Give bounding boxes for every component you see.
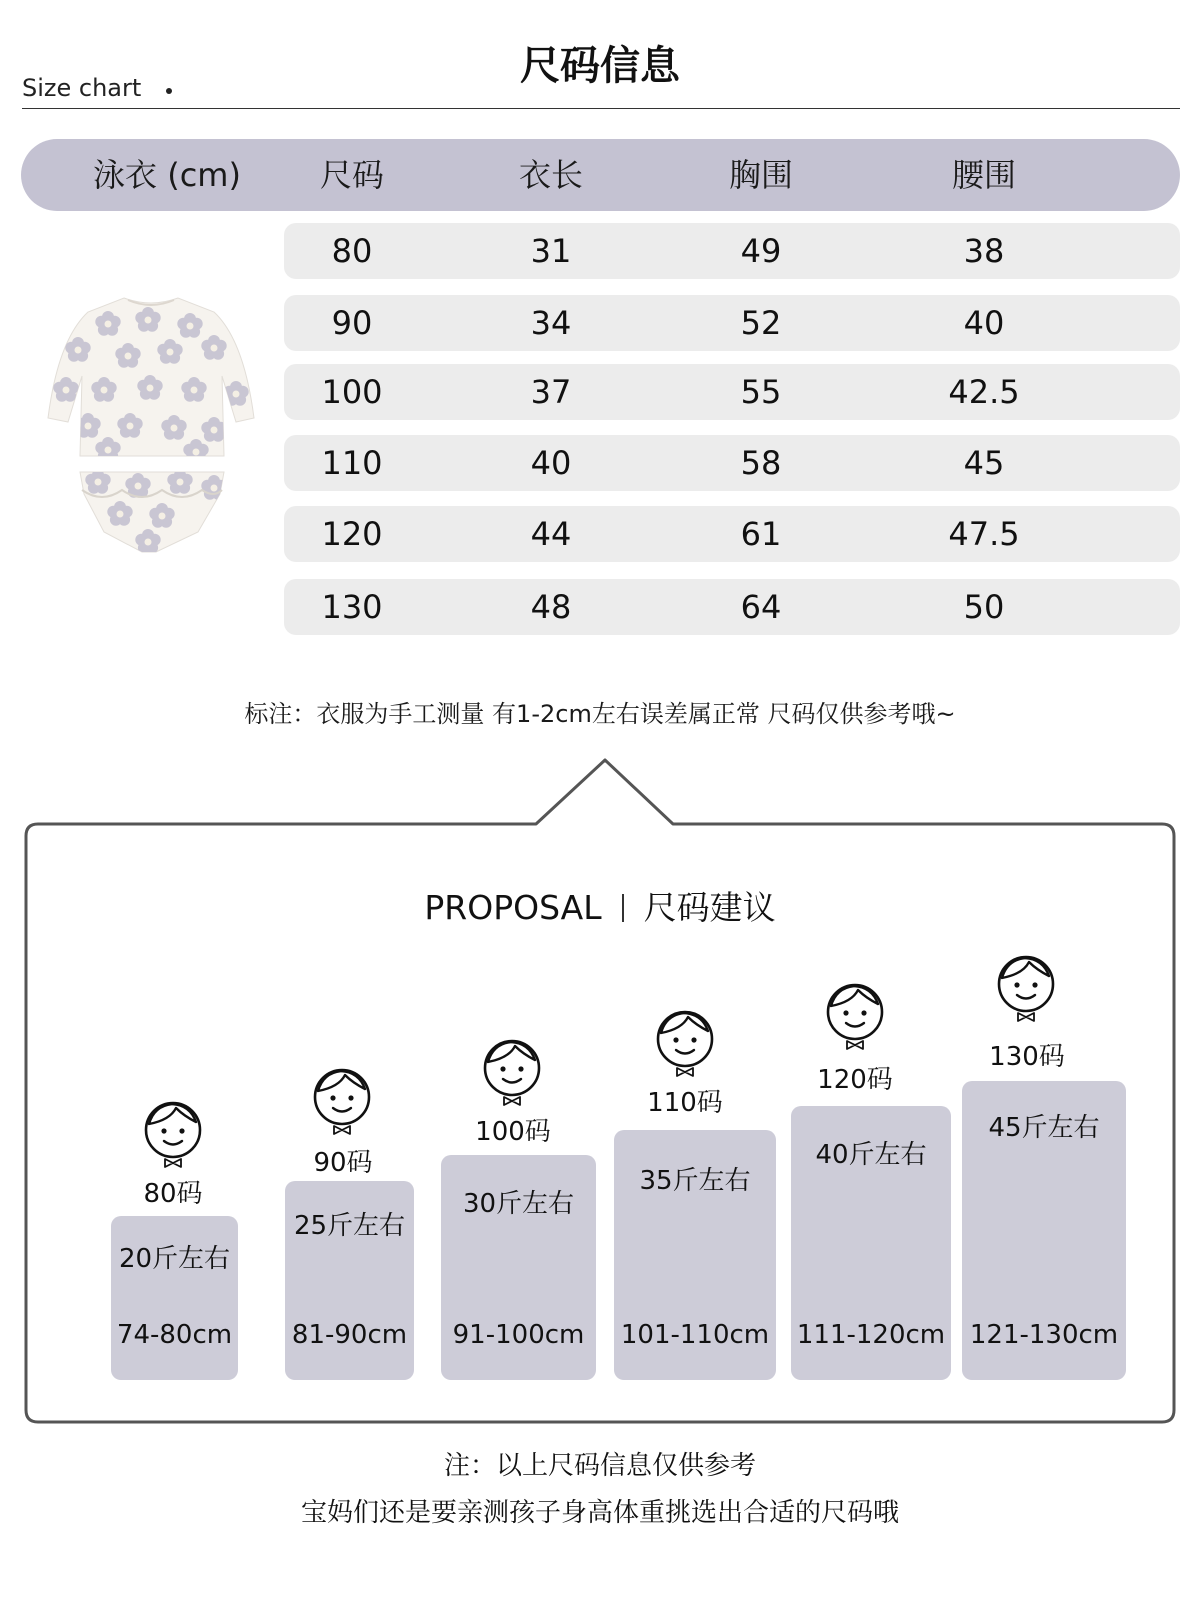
cell-chest: 52 (740, 304, 782, 342)
proposal-title (0, 882, 1200, 929)
child-face-icon (140, 1098, 206, 1168)
header-chest: 胸围 (728, 156, 794, 194)
cell-length: 34 (530, 304, 572, 342)
cell-chest: 58 (740, 444, 782, 482)
table-row (284, 435, 1180, 491)
height-label: 111-120cm (796, 1320, 946, 1350)
height-label: 91-100cm (452, 1320, 585, 1350)
cell-waist: 47.5 (948, 515, 1020, 553)
cell-size: 130 (321, 588, 383, 626)
cell-size: 90 (331, 304, 373, 342)
table-row (284, 364, 1180, 420)
proposal-title-cn: 尺码建议 (643, 888, 776, 927)
cell-length: 40 (530, 444, 572, 482)
child-face-icon (993, 952, 1059, 1022)
cell-length: 37 (530, 373, 572, 411)
size-label: 120码 (817, 1065, 893, 1095)
size-label: 80码 (143, 1179, 203, 1209)
cell-chest: 49 (740, 232, 782, 270)
measurement-note: 标注：衣服为手工测量 有1-2cm左右误差属正常 尺码仅供参考哦~ (244, 700, 956, 728)
swimsuit-illustration (38, 290, 264, 560)
weight-label: 25斤左右 (293, 1211, 406, 1241)
size-label: 110码 (647, 1088, 723, 1118)
height-label: 74-80cm (116, 1320, 233, 1350)
cell-chest: 61 (740, 515, 782, 553)
table-row (284, 223, 1180, 279)
cell-waist: 50 (963, 588, 1005, 626)
weight-label: 20斤左右 (118, 1244, 231, 1274)
cell-size: 120 (321, 515, 383, 553)
weight-label: 45斤左右 (988, 1113, 1100, 1143)
height-label: 121-130cm (969, 1320, 1119, 1350)
table-row (284, 579, 1180, 635)
footer-note-line2: 宝妈们还是要亲测孩子身高体重挑选出合适的尺码哦 (300, 1498, 899, 1528)
size-bar (111, 1216, 238, 1380)
size-label: 90码 (313, 1148, 373, 1178)
size-label: 130码 (989, 1042, 1065, 1072)
size-bar (285, 1181, 414, 1380)
cell-waist: 45 (963, 444, 1005, 482)
footer-note-line1: 注：以上尺码信息仅供参考 (443, 1451, 756, 1481)
cell-chest: 64 (740, 588, 782, 626)
page-title: 尺码信息 (520, 43, 680, 89)
proposal-title-en: PROPOSAL (424, 888, 602, 927)
size-chart-label: Size chart (22, 74, 142, 102)
header-waist: 腰围 (951, 156, 1017, 194)
title-separator (622, 894, 624, 922)
size-bar (441, 1155, 596, 1380)
child-face-icon (652, 1007, 718, 1077)
table-row (284, 295, 1180, 351)
header-divider (22, 108, 1180, 109)
weight-label: 40斤左右 (815, 1140, 927, 1170)
table-row (284, 506, 1180, 562)
cell-waist: 42.5 (948, 373, 1020, 411)
size-label: 100码 (475, 1117, 551, 1147)
cell-waist: 38 (963, 232, 1005, 270)
cell-chest: 55 (740, 373, 782, 411)
header-swimsuit: 泳衣 (cm) (93, 156, 241, 194)
weight-label: 35斤左右 (639, 1166, 751, 1196)
child-face-icon (479, 1036, 545, 1106)
weight-label: 30斤左右 (462, 1189, 575, 1219)
size-bar (614, 1130, 776, 1380)
child-face-icon (309, 1065, 375, 1135)
header-length: 衣长 (518, 156, 584, 194)
height-label: 101-110cm (620, 1320, 770, 1350)
child-face-icon (822, 980, 888, 1050)
cell-length: 31 (530, 232, 572, 270)
header-size: 尺码 (319, 156, 385, 194)
cell-length: 48 (530, 588, 572, 626)
size-table-header (21, 139, 1180, 211)
size-bar (962, 1081, 1126, 1380)
height-label: 81-90cm (291, 1320, 408, 1350)
cell-waist: 40 (963, 304, 1005, 342)
cell-size: 100 (321, 373, 383, 411)
cell-size: 110 (321, 444, 383, 482)
size-bar (791, 1106, 951, 1380)
cell-size: 80 (331, 232, 373, 270)
cell-length: 44 (530, 515, 572, 553)
